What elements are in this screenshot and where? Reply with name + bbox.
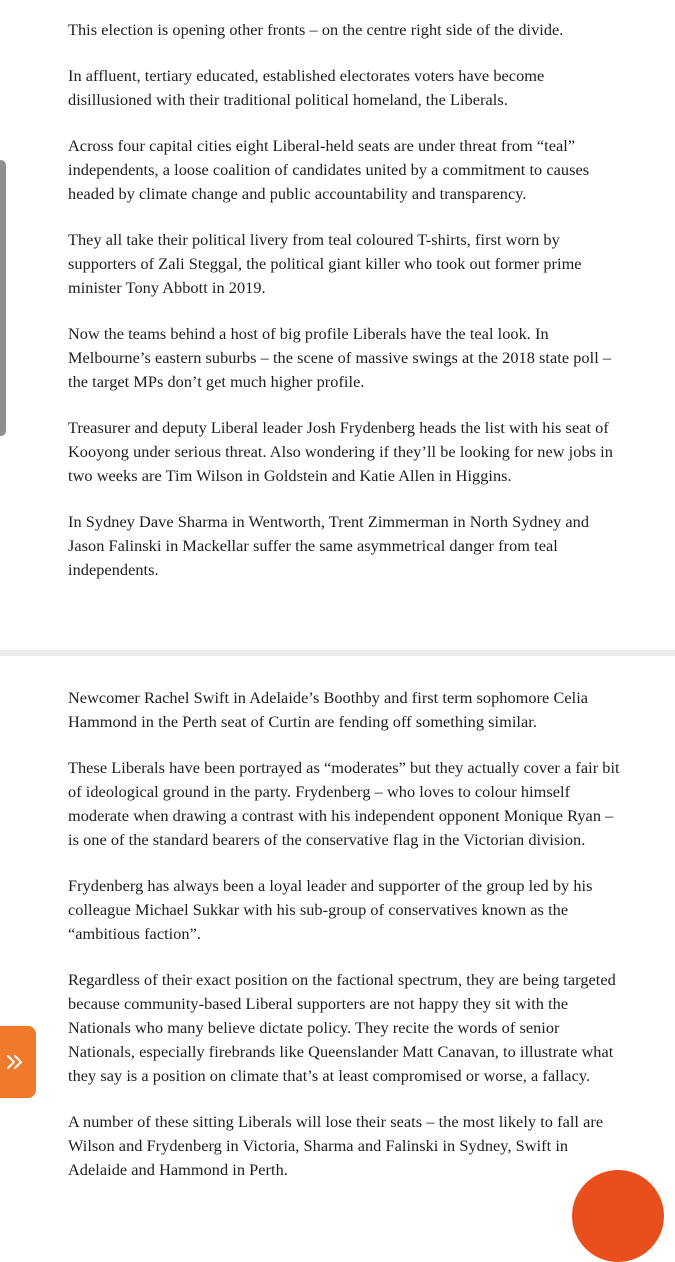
paragraph: Frydenberg has always been a loyal leader and supporter of the group led by his colleague Michael Sukkar with his sub-group of conservatives known as the “ambitious faction”. [68,876,593,943]
article-body-section-1 [68,18,628,604]
paragraph: These Liberals have been portrayed as “moderates” but they actually cover a fair bit of ideological ground in the party. Frydenberg – who loves to colour himself moderate when drawing a contrast with his independent opponent Monique Ryan – is one of the standard bearers of the conservative flag in the Victorian division. [68,758,620,849]
paragraph: Treasurer and deputy Liberal leader Josh Frydenberg heads the list with his seat of Kooyong under serious threat. Also wondering if they’ll be looking for new jobs in two weeks are Tim Wilson in Goldstein and Katie Allen in Higgins. [68,418,613,485]
paragraph: They all take their political livery from teal coloured T-shirts, first worn by supporters of Zali Steggal, the political giant killer who took out former prime minister Tony Abbott in 2019. [68,230,582,297]
floating-action-button[interactable] [572,1170,664,1262]
side-panel-toggle-button[interactable] [0,1026,36,1098]
double-chevron-right-icon [5,1052,25,1072]
paragraph: In affluent, tertiary educated, established electorates voters have become disillusioned with their traditional political homeland, the Liberals. [68,66,545,109]
paragraph: Regardless of their exact position on the factional spectrum, they are being targeted because community-based Liberal supporters are not happy they sit with the Nationals who many believe dictate policy. They recite the words of senior Nationals, especially firebrands like Queenslander Matt Canavan, to illustrate what they say is a position on climate that’s at least compromised or worse, a fallacy. [68,970,616,1085]
paragraph: Now the teams behind a host of big profile Liberals have the teal look. In Melbourne’s eastern suburbs – the scene of massive swings at the 2018 state poll – the target MPs don’t get much higher profile. [68,324,612,391]
scroll-indicator[interactable] [0,160,6,436]
section-divider [0,650,675,656]
paragraph: Across four capital cities eight Liberal-held seats are under threat from “teal” independents, a loose coalition of candidates united by a commitment to causes headed by climate change and public accountability and transparency. [68,136,590,203]
paragraph: A number of these sitting Liberals will lose their seats – the most likely to fall are Wilson and Frydenberg in Victoria, Sharma and Falinski in Sydney, Swift in Adelaide and Hammond in Perth. [68,1112,604,1179]
paragraph: In Sydney Dave Sharma in Wentworth, Trent Zimmerman in North Sydney and Jason Falinski in Mackellar suffer the same asymmetrical danger from teal independents. [68,512,590,579]
paragraph: Newcomer Rachel Swift in Adelaide’s Boothby and first term sophomore Celia Hammond in the Perth seat of Curtin are fending off something similar. [68,688,589,731]
paragraph: This election is opening other fronts – on the centre right side of the divide. [68,20,564,39]
article-body-section-2 [68,686,628,1204]
